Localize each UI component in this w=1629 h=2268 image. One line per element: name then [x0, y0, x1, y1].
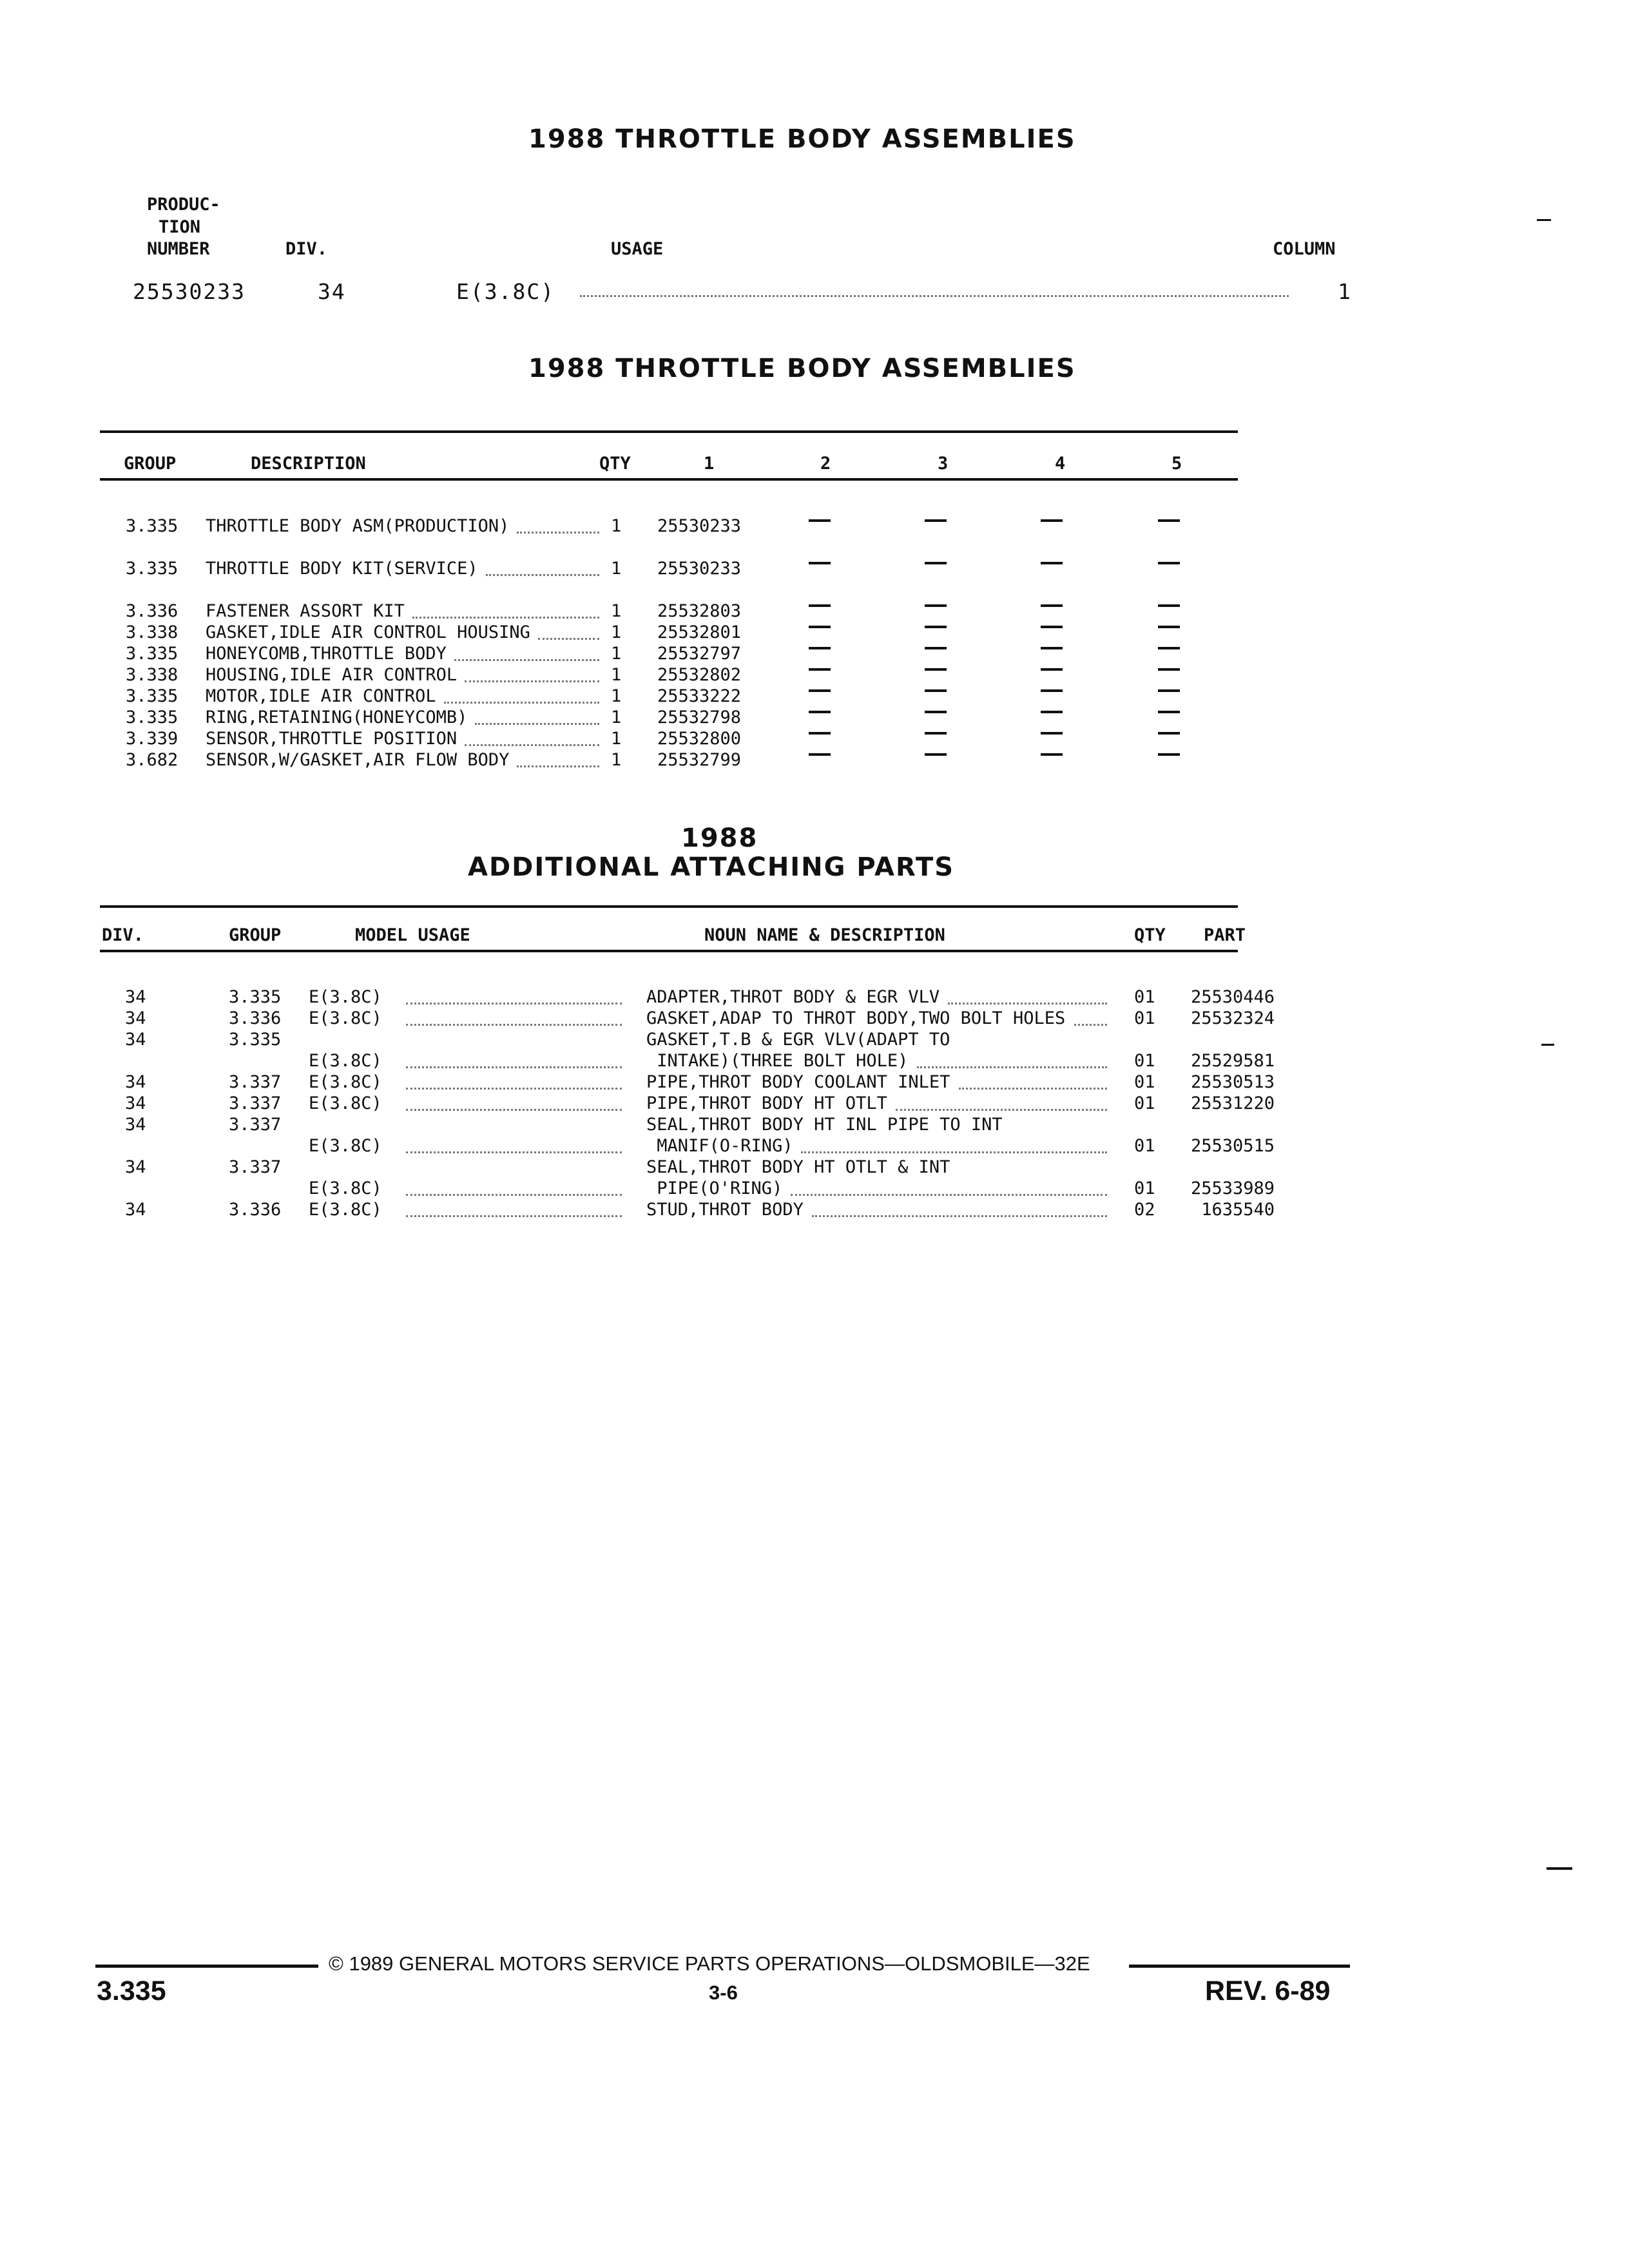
attach-header-qty: QTY — [1134, 925, 1166, 945]
row-part-number: 25532798 — [657, 707, 742, 727]
dot-leader — [812, 1215, 1108, 1217]
dot-leader — [406, 1109, 622, 1111]
row-qty: 1 — [611, 707, 622, 727]
margin-mark — [1547, 1867, 1572, 1870]
not-applicable-dash — [925, 519, 947, 522]
row-group: 3.336 — [126, 601, 178, 621]
not-applicable-dash — [1158, 626, 1180, 628]
not-applicable-dash — [1158, 647, 1180, 649]
header-production-3: NUMBER — [147, 239, 210, 259]
dot-leader — [948, 1003, 1107, 1004]
row-part-number: 25533222 — [657, 686, 742, 706]
footer-rule-right — [1129, 1965, 1350, 1968]
not-applicable-dash — [809, 626, 831, 628]
not-applicable-dash — [809, 519, 831, 522]
row-div: 34 — [125, 1200, 146, 1220]
row-qty: 01 — [1134, 987, 1155, 1007]
row-noun-description: GASKET,T.B & EGR VLV(ADAPT TO — [646, 1030, 950, 1050]
dot-leader — [406, 1024, 622, 1026]
row-description: RING,RETAINING(HONEYCOMB) — [206, 707, 468, 727]
row-noun-description: GASKET,ADAP TO THROT BODY,TWO BOLT HOLES — [646, 1008, 1066, 1028]
dot-leader — [917, 1066, 1108, 1068]
production-column: 1 — [1338, 279, 1352, 304]
row-group: 3.335 — [126, 559, 178, 579]
row-group: 3.335 — [126, 644, 178, 664]
margin-mark — [1537, 219, 1551, 221]
not-applicable-dash — [1041, 562, 1063, 564]
row-qty: 01 — [1134, 1093, 1155, 1113]
attach-header-noun: NOUN NAME & DESCRIPTION — [704, 925, 945, 945]
production-usage: E(3.8C) — [456, 279, 555, 304]
dot-leader — [406, 1215, 622, 1217]
not-applicable-dash — [1158, 519, 1180, 522]
row-qty: 1 — [611, 622, 622, 642]
row-noun-description: SEAL,THROT BODY HT OTLT & INT — [646, 1157, 950, 1177]
row-qty: 01 — [1134, 1178, 1155, 1198]
row-div: 34 — [125, 1030, 146, 1050]
not-applicable-dash — [809, 689, 831, 692]
row-group: 3.336 — [229, 1200, 282, 1220]
row-part-number: 25530233 — [657, 516, 742, 536]
row-description: MOTOR,IDLE AIR CONTROL — [206, 686, 436, 706]
row-part-number: 25530233 — [657, 559, 742, 579]
row-part-number: 25529581 — [1190, 1051, 1275, 1071]
header-description: DESCRIPTION — [251, 454, 366, 474]
dot-leader — [801, 1151, 1107, 1153]
row-part-number: 25530515 — [1190, 1136, 1275, 1156]
dot-leader — [412, 617, 599, 619]
row-qty: 1 — [611, 559, 622, 579]
row-description: SENSOR,THROTTLE POSITION — [206, 729, 458, 749]
not-applicable-dash — [809, 668, 831, 671]
row-part-number: 25532803 — [657, 601, 742, 621]
row-model-usage: E(3.8C) — [309, 1072, 382, 1092]
row-qty: 02 — [1134, 1200, 1155, 1220]
dot-leader — [406, 1066, 622, 1068]
row-noun-description: PIPE(O'RING) — [646, 1178, 783, 1198]
row-description: HONEYCOMB,THROTTLE BODY — [206, 644, 447, 664]
row-noun-description: ADAPTER,THROT BODY & EGR VLV — [646, 987, 940, 1007]
header-col-1: 1 — [704, 454, 715, 474]
row-qty: 1 — [611, 516, 622, 536]
not-applicable-dash — [925, 626, 947, 628]
row-group: 3.337 — [229, 1157, 282, 1177]
row-part-number: 25532800 — [657, 729, 742, 749]
footer-copyright: © 1989 GENERAL MOTORS SERVICE PARTS OPERATIONS—OLDSMOBILE—32E — [329, 1952, 1090, 1975]
row-qty: 1 — [611, 729, 622, 749]
row-part-number: 1635540 — [1201, 1200, 1275, 1220]
attach-top-rule — [100, 905, 1238, 908]
footer-revision: REV. 6-89 — [1205, 1975, 1331, 2006]
row-group: 3.682 — [126, 750, 178, 770]
row-noun-description: STUD,THROT BODY — [646, 1200, 804, 1220]
row-part-number: 25532324 — [1190, 1008, 1275, 1028]
section1-title: 1988 THROTTLE BODY ASSEMBLIES — [528, 124, 1076, 154]
row-part-number: 25532799 — [657, 750, 742, 770]
not-applicable-dash — [1041, 668, 1063, 671]
header-qty: QTY — [599, 454, 631, 474]
footer-page-number: 3-6 — [709, 1981, 738, 2004]
row-group: 3.337 — [229, 1115, 282, 1135]
footer-rule-left — [95, 1965, 318, 1968]
dot-leader — [406, 1003, 622, 1004]
dot-leader — [465, 680, 599, 682]
not-applicable-dash — [925, 604, 947, 607]
row-noun-description: MANIF(O-RING) — [646, 1136, 793, 1156]
dot-leader — [896, 1109, 1107, 1111]
row-part-number: 25532801 — [657, 622, 742, 642]
row-qty: 01 — [1134, 1072, 1155, 1092]
row-qty: 01 — [1134, 1051, 1155, 1071]
not-applicable-dash — [1158, 711, 1180, 713]
row-model-usage: E(3.8C) — [309, 1200, 382, 1220]
row-group: 3.335 — [126, 516, 178, 536]
row-part-number: 25532802 — [657, 665, 742, 685]
table-header-rule — [100, 478, 1238, 481]
row-qty: 1 — [611, 644, 622, 664]
row-noun-description: PIPE,THROT BODY HT OTLT — [646, 1093, 887, 1113]
not-applicable-dash — [925, 753, 947, 756]
header-col-3: 3 — [938, 454, 949, 474]
not-applicable-dash — [1041, 753, 1063, 756]
dot-leader — [538, 638, 599, 640]
row-noun-description: PIPE,THROT BODY COOLANT INLET — [646, 1072, 950, 1092]
not-applicable-dash — [925, 689, 947, 692]
row-qty: 1 — [611, 750, 622, 770]
row-qty: 1 — [611, 686, 622, 706]
table-top-rule — [100, 430, 1238, 433]
row-description: FASTENER ASSORT KIT — [206, 601, 405, 621]
dot-leader — [454, 659, 599, 661]
not-applicable-dash — [1158, 668, 1180, 671]
not-applicable-dash — [1041, 647, 1063, 649]
row-div: 34 — [125, 987, 146, 1007]
row-div: 34 — [125, 1157, 146, 1177]
row-part-number: 25530513 — [1190, 1072, 1275, 1092]
margin-mark — [1541, 1044, 1554, 1046]
dot-leader — [791, 1194, 1107, 1196]
section2-title: 1988 THROTTLE BODY ASSEMBLIES — [528, 354, 1076, 383]
dot-leader — [444, 702, 599, 704]
row-part-number: 25530446 — [1190, 987, 1275, 1007]
row-qty: 01 — [1134, 1136, 1155, 1156]
not-applicable-dash — [1041, 732, 1063, 735]
not-applicable-dash — [1158, 604, 1180, 607]
row-part-number: 25533989 — [1190, 1178, 1275, 1198]
header-production-1: PRODUC- — [147, 195, 220, 215]
production-number: 25530233 — [133, 279, 246, 304]
row-model-usage: E(3.8C) — [309, 987, 382, 1007]
not-applicable-dash — [809, 711, 831, 713]
row-div: 34 — [125, 1093, 146, 1113]
dot-leader — [475, 723, 599, 725]
not-applicable-dash — [1041, 519, 1063, 522]
section3-title-year: 1988 — [681, 823, 758, 853]
attach-header-part: PART — [1204, 925, 1246, 945]
not-applicable-dash — [925, 647, 947, 649]
attach-header-group: GROUP — [229, 925, 282, 945]
not-applicable-dash — [809, 732, 831, 735]
not-applicable-dash — [1158, 753, 1180, 756]
row-description: SENSOR,W/GASKET,AIR FLOW BODY — [206, 750, 510, 770]
not-applicable-dash — [1158, 689, 1180, 692]
dot-leader — [406, 1151, 622, 1153]
row-group: 3.335 — [229, 987, 282, 1007]
dot-leader — [406, 1194, 622, 1196]
row-div: 34 — [125, 1008, 146, 1028]
header-column: COLUMN — [1273, 239, 1336, 259]
row-group: 3.338 — [126, 665, 178, 685]
row-group: 3.337 — [229, 1093, 282, 1113]
row-model-usage: E(3.8C) — [309, 1093, 382, 1113]
row-part-number: 25532797 — [657, 644, 742, 664]
dot-leader — [580, 295, 1289, 297]
attach-header-model: MODEL USAGE — [355, 925, 470, 945]
header-col-2: 2 — [820, 454, 831, 474]
not-applicable-dash — [1158, 562, 1180, 564]
row-model-usage: E(3.8C) — [309, 1051, 382, 1071]
row-group: 3.335 — [126, 686, 178, 706]
row-qty: 1 — [611, 601, 622, 621]
dot-leader — [465, 744, 599, 746]
not-applicable-dash — [1041, 604, 1063, 607]
dot-leader — [959, 1088, 1107, 1090]
row-noun-description: SEAL,THROT BODY HT INL PIPE TO INT — [646, 1115, 1003, 1135]
attach-header-div: DIV. — [102, 925, 144, 945]
row-group: 3.335 — [229, 1030, 282, 1050]
row-model-usage: E(3.8C) — [309, 1008, 382, 1028]
row-noun-description: INTAKE)(THREE BOLT HOLE) — [646, 1051, 909, 1071]
row-qty: 01 — [1134, 1008, 1155, 1028]
not-applicable-dash — [809, 647, 831, 649]
not-applicable-dash — [1041, 689, 1063, 692]
not-applicable-dash — [809, 562, 831, 564]
row-model-usage: E(3.8C) — [309, 1178, 382, 1198]
row-group: 3.339 — [126, 729, 178, 749]
production-div: 34 — [318, 279, 346, 304]
not-applicable-dash — [1041, 626, 1063, 628]
dot-leader — [1074, 1024, 1107, 1026]
dot-leader — [517, 765, 599, 767]
row-group: 3.336 — [229, 1008, 282, 1028]
not-applicable-dash — [1041, 711, 1063, 713]
not-applicable-dash — [925, 732, 947, 735]
row-description: GASKET,IDLE AIR CONTROL HOUSING — [206, 622, 530, 642]
not-applicable-dash — [925, 668, 947, 671]
header-col-4: 4 — [1055, 454, 1066, 474]
dot-leader — [517, 532, 599, 533]
header-div: DIV. — [285, 239, 328, 259]
not-applicable-dash — [925, 562, 947, 564]
row-description: THROTTLE BODY KIT(SERVICE) — [206, 559, 478, 579]
row-group: 3.338 — [126, 622, 178, 642]
not-applicable-dash — [809, 753, 831, 756]
attach-header-rule — [100, 950, 1238, 952]
not-applicable-dash — [809, 604, 831, 607]
row-part-number: 25531220 — [1190, 1093, 1275, 1113]
dot-leader — [486, 574, 599, 576]
row-group: 3.337 — [229, 1072, 282, 1092]
not-applicable-dash — [1158, 732, 1180, 735]
header-col-5: 5 — [1171, 454, 1182, 474]
section3-title: ADDITIONAL ATTACHING PARTS — [468, 852, 955, 882]
header-usage: USAGE — [611, 239, 664, 259]
dot-leader — [406, 1088, 622, 1090]
not-applicable-dash — [925, 711, 947, 713]
row-div: 34 — [125, 1115, 146, 1135]
header-production-2: TION — [159, 217, 201, 237]
row-qty: 1 — [611, 665, 622, 685]
row-model-usage: E(3.8C) — [309, 1136, 382, 1156]
row-div: 34 — [125, 1072, 146, 1092]
row-description: HOUSING,IDLE AIR CONTROL — [206, 665, 458, 685]
footer-section-number: 3.335 — [97, 1975, 166, 2006]
row-group: 3.335 — [126, 707, 178, 727]
header-group: GROUP — [124, 454, 177, 474]
row-description: THROTTLE BODY ASM(PRODUCTION) — [206, 516, 510, 536]
